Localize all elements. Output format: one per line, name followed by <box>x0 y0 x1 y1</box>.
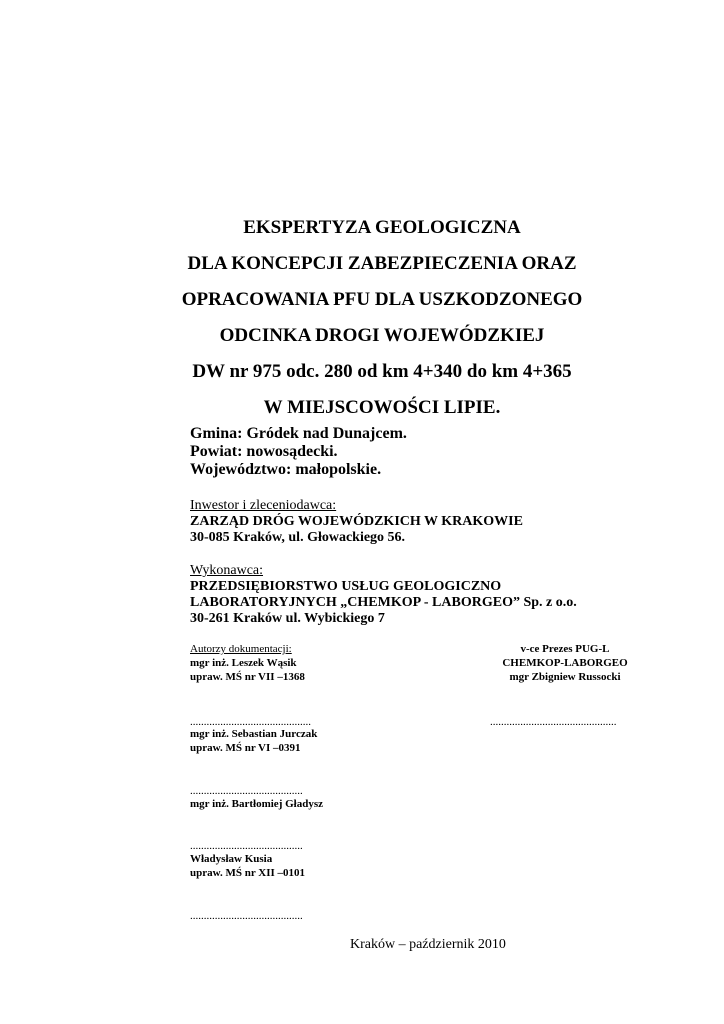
title-line-5: DW nr 975 odc. 280 od km 4+340 do km 4+365 <box>192 361 572 382</box>
title-line-3: OPRACOWANIA PFU DLA USZKODZONEGO <box>181 289 583 310</box>
investor-name: ZARZĄD DRÓG WOJEWÓDZKICH W KRAKOWIE <box>190 514 523 529</box>
location-block <box>190 425 407 479</box>
president-company: CHEMKOP-LABORGEO <box>502 657 628 669</box>
contractor-label: Wykonawca: <box>190 563 264 578</box>
signature-line-president: .............................................. <box>490 716 617 728</box>
author3-block <box>190 797 323 811</box>
signature-line-author2: ......................................... <box>190 785 303 797</box>
title-line-1: EKSPERTYZA GEOLOGICZNA <box>243 217 521 238</box>
author4-license: upraw. MŚ nr XII –0101 <box>190 867 306 879</box>
contractor-block <box>190 563 577 627</box>
author2-license: upraw. MŚ nr VI –0391 <box>190 742 301 754</box>
author2-name: mgr inż. Sebastian Jurczak <box>190 728 318 740</box>
wojewodztwo-line: Województwo: małopolskie. <box>190 461 382 478</box>
president-block <box>470 642 660 684</box>
investor-label: Inwestor i zleceniodawca: <box>190 498 337 513</box>
contractor-name-line2: LABORATORYJNYCH „CHEMKOP - LABORGEO” Sp. z o.o. <box>190 595 577 610</box>
signature-line-author1: ............................................ <box>190 716 311 728</box>
author4-name: Władysław Kusia <box>190 853 273 865</box>
signature-line-author3: ......................................... <box>190 840 303 852</box>
author1-license: upraw. MŚ nr VII –1368 <box>190 671 305 683</box>
title-line-2: DLA KONCEPCJI ZABEZPIECZENIA ORAZ <box>187 253 577 274</box>
authors-label: Autorzy dokumentacji: <box>190 643 292 655</box>
contractor-name-line1: PRZEDSIĘBIORSTWO USŁUG GEOLOGICZNO <box>190 579 502 594</box>
signature-line-author4: ......................................... <box>190 910 303 922</box>
title-line-4: ODCINKA DROGI WOJEWÓDZKIEJ <box>219 325 545 346</box>
place-date-footer: Kraków – październik 2010 <box>350 937 506 952</box>
gmina-line: Gmina: Gródek nad Dunajcem. <box>190 425 407 442</box>
author3-name: mgr inż. Bartłomiej Gładysz <box>190 798 323 810</box>
investor-block <box>190 498 523 546</box>
president-name: mgr Zbigniew Russocki <box>509 671 621 683</box>
document-title <box>100 210 664 426</box>
authors-block <box>190 642 390 684</box>
powiat-line: Powiat: nowosądecki. <box>190 443 338 460</box>
author2-block <box>190 727 317 755</box>
author4-block <box>190 852 305 880</box>
title-line-6: W MIEJSCOWOŚCI LIPIE. <box>263 397 501 418</box>
contractor-address: 30-261 Kraków ul. Wybickiego 7 <box>190 611 385 626</box>
author1-name: mgr inż. Leszek Wąsik <box>190 657 297 669</box>
investor-address: 30-085 Kraków, ul. Głowackiego 56. <box>190 530 406 545</box>
president-title: v-ce Prezes PUG-L <box>520 643 610 655</box>
